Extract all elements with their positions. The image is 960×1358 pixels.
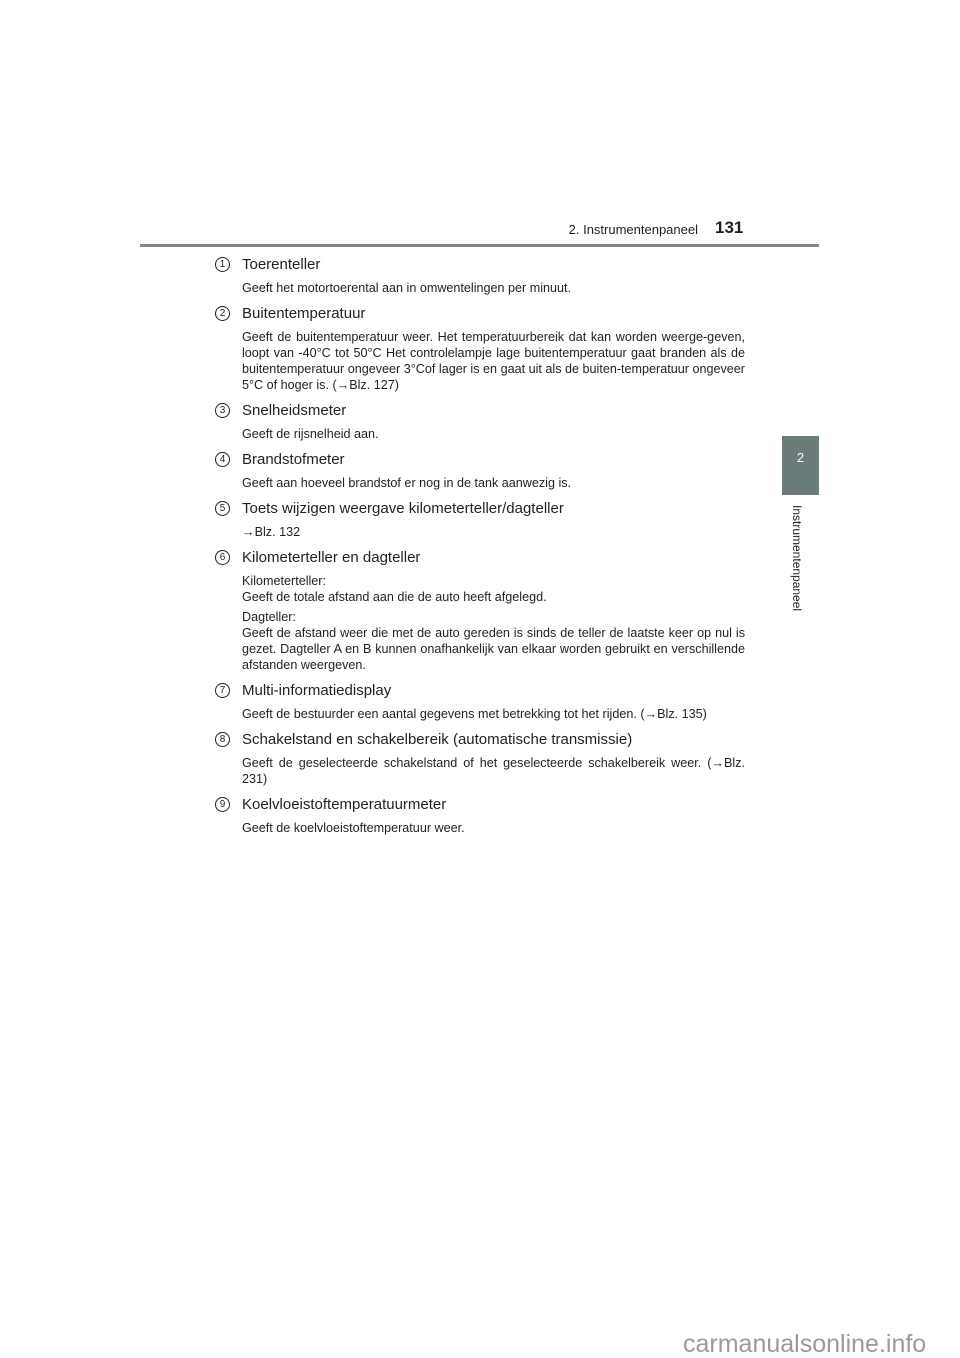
item-paragraph: Geeft de bestuurder een aantal gegevens met betrekking tot het rijden. (→Blz. 135) — [242, 707, 707, 721]
item-heading — [215, 793, 745, 815]
list-item — [215, 546, 745, 673]
item-title: Buitentemperatuur — [242, 304, 366, 322]
item-heading — [215, 728, 745, 750]
header-divider — [140, 244, 819, 247]
item-heading — [215, 253, 745, 275]
item-number-icon: 9 — [215, 797, 230, 812]
item-title: Koelvloeistoftemperatuurmeter — [242, 795, 447, 813]
item-body — [242, 275, 745, 296]
item-number-icon: 4 — [215, 452, 230, 467]
item-title: Kilometerteller en dagteller — [242, 548, 421, 566]
item-heading — [215, 546, 745, 568]
item-number-icon: 3 — [215, 403, 230, 418]
item-body — [242, 750, 745, 787]
item-heading — [215, 302, 745, 324]
item-paragraph: Geeft de buitentemperatuur weer. Het temperatuurbereik dat kan worden weerge-geven, loopt van -40°C tot 50°C Het controlelampje lage buitentemperatuur gaat branden als de buitentemperatuur ongeveer 3°Cof lager is en gaat uit als de buiten-temperatuur ongeveer 5°C of hoger is. (→Blz. 127) — [242, 330, 745, 392]
list-item — [215, 497, 745, 540]
chapter-tab: 2 — [782, 436, 819, 495]
item-title: Brandstofmeter — [242, 450, 345, 468]
item-paragraph: Geeft de koelvloeistoftemperatuur weer. — [242, 821, 465, 835]
item-title: Toerenteller — [242, 255, 321, 273]
item-heading — [215, 497, 745, 519]
item-title: Toets wijzigen weergave kilometerteller/dagteller — [242, 499, 564, 517]
item-number-icon: 7 — [215, 683, 230, 698]
chapter-tab-label: Instrumentenpaneel — [790, 505, 804, 612]
item-body — [242, 815, 745, 836]
item-number-icon: 8 — [215, 732, 230, 747]
item-body — [242, 421, 745, 442]
item-paragraph: →Blz. 132 — [242, 525, 301, 539]
watermark: carmanualsonline.info — [683, 1330, 927, 1358]
item-body — [242, 701, 745, 722]
item-body — [242, 568, 745, 673]
item-number-icon: 6 — [215, 550, 230, 565]
list-item — [215, 302, 745, 393]
list-item — [215, 253, 745, 296]
item-heading — [215, 448, 745, 470]
item-title: Schakelstand en schakelbereik (automatische transmissie) — [242, 730, 633, 748]
item-body — [242, 324, 745, 393]
page-number: 131 — [715, 218, 744, 237]
item-body — [242, 519, 745, 540]
item-title: Snelheidsmeter — [242, 401, 347, 419]
item-number-icon: 2 — [215, 306, 230, 321]
item-heading — [215, 679, 745, 701]
item-paragraph: Geeft het motortoerental aan in omwentelingen per minuut. — [242, 281, 572, 295]
item-paragraph: Dagteller: Geeft de afstand weer die met de auto gereden is sinds de teller de laatste keer op nul is gezet. Dagteller A en B kunnen onafhankelijk van elkaar worden gebruikt en verschillende afstanden weergeven. — [242, 610, 745, 672]
item-paragraph: Kilometerteller: Geeft de totale afstand aan die de auto heeft afgelegd. — [242, 574, 547, 604]
item-paragraph: Geeft aan hoeveel brandstof er nog in de tank aanwezig is. — [242, 476, 572, 490]
item-list — [215, 253, 745, 842]
item-title: Multi-informatiedisplay — [242, 681, 392, 699]
list-item — [215, 728, 745, 787]
list-item — [215, 679, 745, 722]
list-item — [215, 399, 745, 442]
list-item — [215, 448, 745, 491]
item-paragraph: Geeft de rijsnelheid aan. — [242, 427, 379, 441]
item-number-icon: 5 — [215, 501, 230, 516]
item-paragraph: Geeft de geselecteerde schakelstand of het geselecteerde schakelbereik weer. (→Blz. 231) — [242, 756, 745, 786]
list-item — [215, 793, 745, 836]
item-heading — [215, 399, 745, 421]
item-body — [242, 470, 745, 491]
item-number-icon: 1 — [215, 257, 230, 272]
section-title: 2. Instrumentenpaneel — [568, 222, 698, 237]
